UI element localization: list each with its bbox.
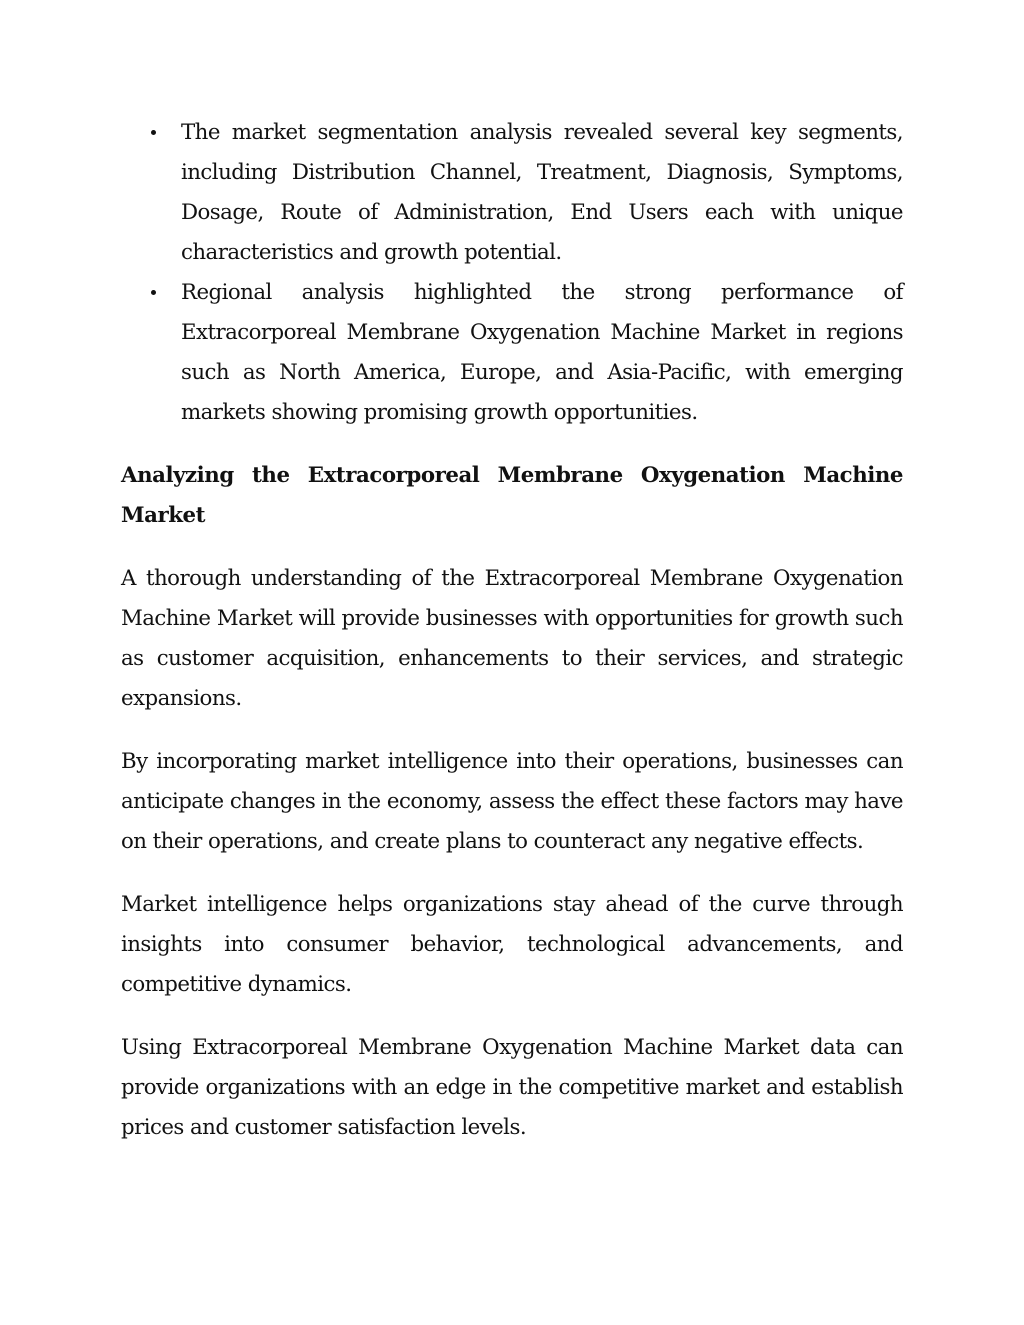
paragraph: By incorporating market intelligence into their operations, businesses can anticipate changes in the economy, assess the effect these factors may have on their operations, and create plans to counteract any negative effects.: [121, 749, 903, 854]
section-heading: Analyzing the Extracorporeal Membrane Oxygenation Machine Market: [121, 463, 903, 528]
paragraph: Market intelligence helps organizations stay ahead of the curve through insights into consumer behavior, technological advancements, and competitive dynamics.: [121, 892, 903, 997]
bullet-item: [121, 273, 903, 433]
document-page: [121, 113, 903, 1148]
bullet-item: [121, 113, 903, 273]
paragraph: A thorough understanding of the Extracorporeal Membrane Oxygenation Machine Market will provide businesses with opportunities for growth such as customer acquisition, enhancements to their services, and strategic expansions.: [121, 566, 903, 711]
bullet-dot-icon: [151, 130, 156, 135]
paragraph: Using Extracorporeal Membrane Oxygenation Machine Market data can provide organizations with an edge in the competitive market and establish prices and customer satisfaction levels.: [121, 1035, 903, 1140]
bullet-dot-icon: [151, 290, 156, 295]
bullet-text: Regional analysis highlighted the strong performance of Extracorporeal Membrane Oxygenation Machine Market in regions such as North America, Europe, and Asia-Pacific, with emerging markets showing promising growth opportunities.: [181, 280, 903, 425]
bullet-list: [121, 113, 903, 433]
bullet-text: The market segmentation analysis revealed several key segments, including Distribution Channel, Treatment, Diagnosis, Symptoms, Dosage, Route of Administration, End Users each with unique characteristics and growth potential.: [181, 120, 903, 265]
